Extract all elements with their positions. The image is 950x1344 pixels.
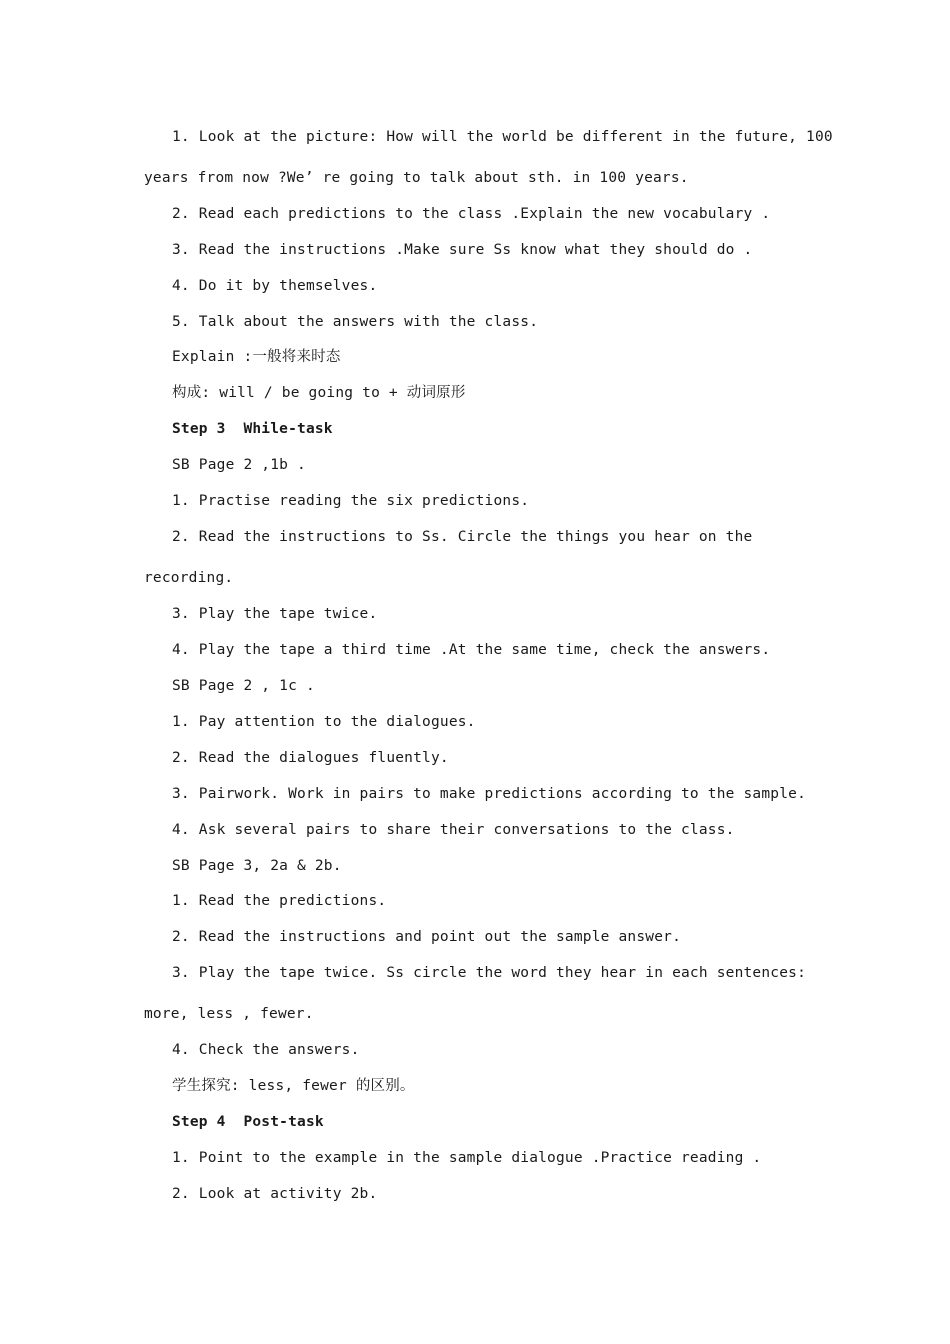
section-heading: Step 4 Post-task <box>172 1114 324 1130</box>
paragraph-line: 3. Play the tape twice. Ss circle the word they hear in each sentences: <box>172 965 807 981</box>
paragraph-line: 2. Read each predictions to the class .Explain the new vocabulary . <box>172 206 771 222</box>
paragraph-line: 2. Read the dialogues fluently. <box>172 750 449 766</box>
paragraph-line: 4. Check the answers. <box>172 1042 360 1058</box>
paragraph-line: 1. Practise reading the six predictions. <box>172 493 530 509</box>
paragraph-line: SB Page 3, 2a & 2b. <box>172 858 342 874</box>
paragraph-line: years from now ?We’ re going to talk about sth. in 100 years. <box>144 170 689 186</box>
paragraph-line: SB Page 2 ,1b . <box>172 457 306 473</box>
paragraph-line: Explain :一般将来时态 <box>172 349 341 365</box>
paragraph-line: recording. <box>144 570 234 586</box>
paragraph-line: 1. Read the predictions. <box>172 893 387 909</box>
paragraph-line: 学生探究: less, fewer 的区别。 <box>172 1078 415 1094</box>
paragraph-line: more, less , fewer. <box>144 1006 314 1022</box>
paragraph-line: 1. Look at the picture: How will the world be different in the future, 100 <box>172 129 833 145</box>
paragraph-line: 3. Play the tape twice. <box>172 606 378 622</box>
paragraph-line: 2. Read the instructions to Ss. Circle the things you hear on the <box>172 529 753 545</box>
paragraph-line: 4. Play the tape a third time .At the same time, check the answers. <box>172 642 771 658</box>
paragraph-line: 3. Pairwork. Work in pairs to make predictions according to the sample. <box>172 786 807 802</box>
paragraph-line: 4. Do it by themselves. <box>172 278 378 294</box>
paragraph-line: 1. Pay attention to the dialogues. <box>172 714 476 730</box>
paragraph-line: SB Page 2 , 1c . <box>172 678 315 694</box>
paragraph-line: 构成: will / be going to + 动词原形 <box>172 385 466 401</box>
paragraph-line: 5. Talk about the answers with the class. <box>172 314 539 330</box>
paragraph-line: 2. Read the instructions and point out the sample answer. <box>172 929 681 945</box>
paragraph-line: 2. Look at activity 2b. <box>172 1186 378 1202</box>
paragraph-line: 3. Read the instructions .Make sure Ss know what they should do . <box>172 242 753 258</box>
paragraph-line: 1. Point to the example in the sample dialogue .Practice reading . <box>172 1150 762 1166</box>
section-heading: Step 3 While-task <box>172 421 333 437</box>
paragraph-line: 4. Ask several pairs to share their conversations to the class. <box>172 822 735 838</box>
